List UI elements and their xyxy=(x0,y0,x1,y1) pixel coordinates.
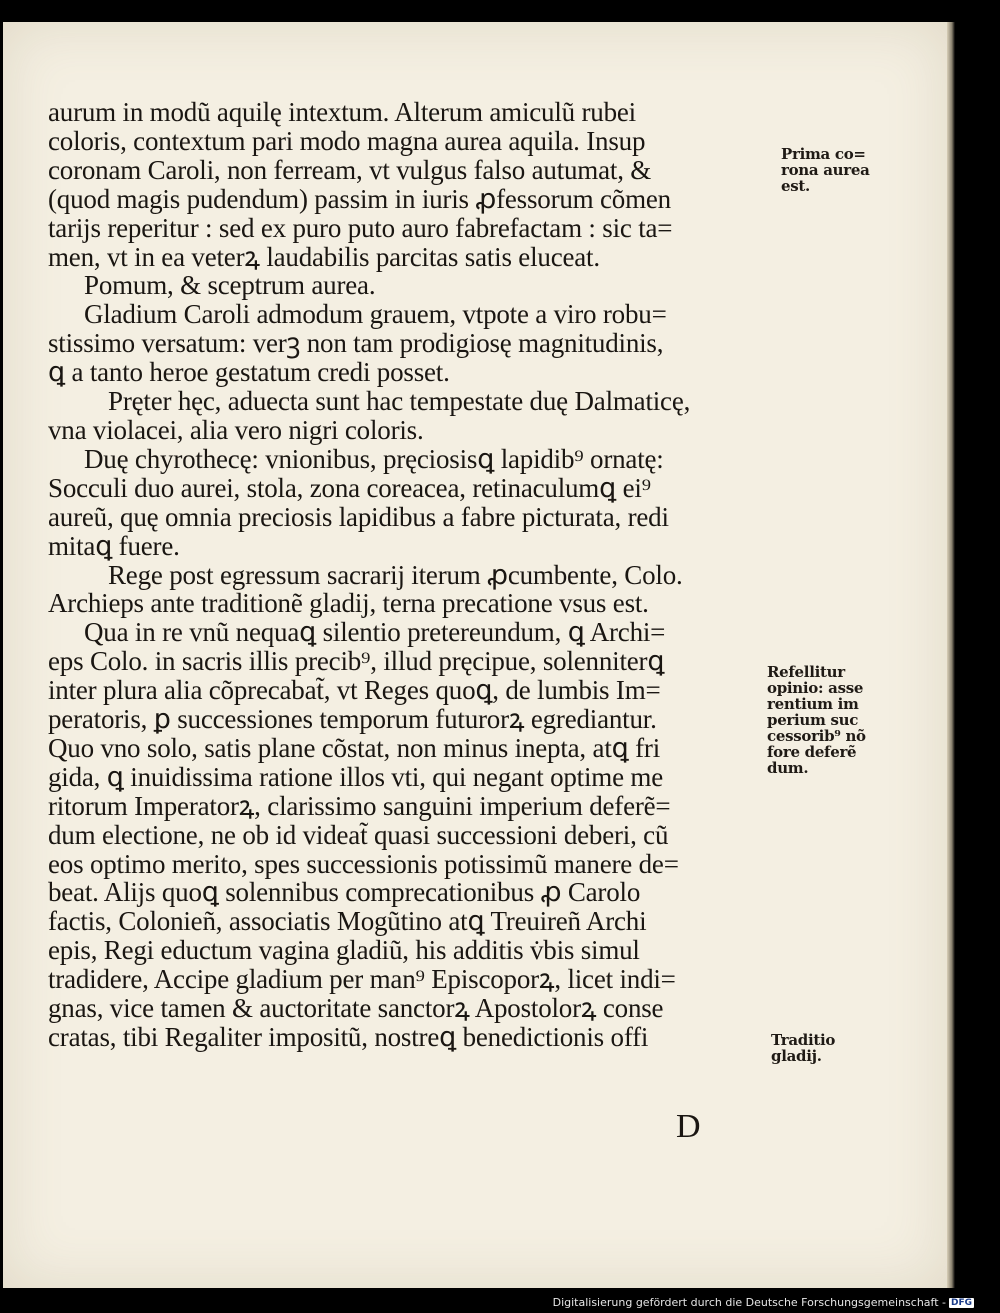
marginal-note-line: Prima co= xyxy=(781,145,866,163)
text-line: tarijs reperitur : sed ex puro puto auro fabrefactam : sic ta= xyxy=(48,212,673,243)
text-line: (quod magis pudendum) passim in iuris ꝓfessorum cõmen xyxy=(48,183,671,214)
text-line: Quo vno solo, satis plane cõstat, non minus inepta, atꝗ fri xyxy=(48,732,660,763)
marginal-note-line: dum. xyxy=(767,759,809,777)
marginal-note-line: Refellitur xyxy=(767,663,845,681)
text-line: Duę chyrothecę: vnionibus, pręciosisꝗ lapidib⁹ ornatę: xyxy=(84,443,664,474)
text-line: cratas, tibi Regaliter impositũ, nostreꝗ benedictionis offi xyxy=(48,1022,649,1052)
main-text-block xyxy=(48,98,768,1052)
marginal-note-line: rentium im xyxy=(767,695,859,713)
marginal-note-sword xyxy=(771,1032,835,1064)
text-line: coloris, contextum pari modo magna aurea aquila. Insup xyxy=(48,125,646,156)
text-line: dum electione, ne ob id videat̃ quasi successioni deberi, cũ xyxy=(48,819,669,850)
text-line: beat. Alijs quoꝗ solennibus comprecationibus ꝓ Carolo xyxy=(48,877,641,908)
text-line: Qua in re vnũ nequaꝗ silentio pretereundum, ꝗ Archi= xyxy=(84,617,666,648)
text-line: mitaꝗ fuere. xyxy=(48,530,180,561)
marginal-note-line: perium suc xyxy=(767,711,859,729)
text-line: Socculi duo aurei, stola, zona coreacea, retinaculumꝗ ei⁹ xyxy=(48,472,651,503)
text-line: coronam Caroli, non ferream, vt vulgus falso autumat, & xyxy=(48,154,652,185)
text-line: aurum in modũ aquilę intextum. Alterum amiculũ rubei xyxy=(48,97,636,127)
text-line: men, vt in ea veterꝝ laudabilis parcitas satis eluceat. xyxy=(48,241,600,272)
marginal-note-line: cessorib⁹ nõ xyxy=(767,727,866,745)
marginal-note-line: Traditio xyxy=(771,1031,836,1049)
marginal-note-refutation xyxy=(767,664,866,776)
marginal-note-line: opinio: asse xyxy=(767,679,864,697)
marginal-note-line: rona aurea xyxy=(781,161,870,179)
marginal-note-crown xyxy=(781,146,870,194)
signature-mark: D xyxy=(676,1108,701,1145)
text-line: stissimo versatum: verꝫ non tam prodigiosę magnitudinis, xyxy=(48,328,664,359)
marginal-note-line: gladij. xyxy=(771,1047,822,1065)
text-line: Rege post egressum sacrarij iterum ꝓcumbente, Colo. xyxy=(108,559,683,590)
text-line: gida, ꝗ inuidissima ratione illos vti, qui negant optime me xyxy=(48,761,664,792)
text-line: Gladium Caroli admodum grauem, vtpote a viro robu= xyxy=(84,299,667,330)
text-line: eps Colo. in sacris illis precib⁹, illud pręcipue, solenniterꝗ xyxy=(48,646,665,677)
marginal-note-line: est. xyxy=(781,177,810,195)
text-line: eos optimo merito, spes successionis potissimũ manere de= xyxy=(48,848,679,879)
text-line: gnas, vice tamen & auctoritate sanctorꝝ Apostolorꝝ conse xyxy=(48,993,664,1024)
dfg-logo: DFG xyxy=(950,1297,972,1308)
text-line: aureũ, quę omnia preciosis lapidibus a fabre picturata, redi xyxy=(48,501,669,532)
page-edge xyxy=(947,22,955,1288)
text-line: ritorum Imperatorꝝ, clarissimo sanguini imperium deferẽ= xyxy=(48,790,671,821)
text-line: inter plura alia cõprecabat̃, vt Reges quoꝗ, de lumbis Im= xyxy=(48,675,661,706)
text-line: epis, Regi eductum vagina gladiũ, his additis v̇bis simul xyxy=(48,935,640,966)
footer-credit xyxy=(553,1296,974,1309)
text-line: tradidere, Accipe gladium per man⁹ Episcoporꝝ, licet indi= xyxy=(48,964,676,995)
text-line: ꝗ a tanto heroe gestatum credi posset. xyxy=(48,357,450,388)
text-line: factis, Colonieñ, associatis Mogũtino atꝗ Treuireñ Archi xyxy=(48,906,647,937)
text-line: vna violacei, alia vero nigri coloris. xyxy=(48,414,424,445)
text-line: Pomum, & sceptrum aurea. xyxy=(84,270,376,301)
text-line: Archieps ante traditionẽ gladij, terna precatione vsus est. xyxy=(48,588,649,619)
text-line: peratoris, ꝑ successiones temporum futurorꝝ egrediantur. xyxy=(48,704,657,735)
footer-text: Digitalisierung gefördert durch die Deutsche Forschungsgemeinschaft - xyxy=(552,1296,946,1309)
marginal-note-line: fore deferẽ xyxy=(767,743,857,761)
text-line: Pręter hęc, aduecta sunt hac tempestate duę Dalmaticę, xyxy=(108,386,691,417)
